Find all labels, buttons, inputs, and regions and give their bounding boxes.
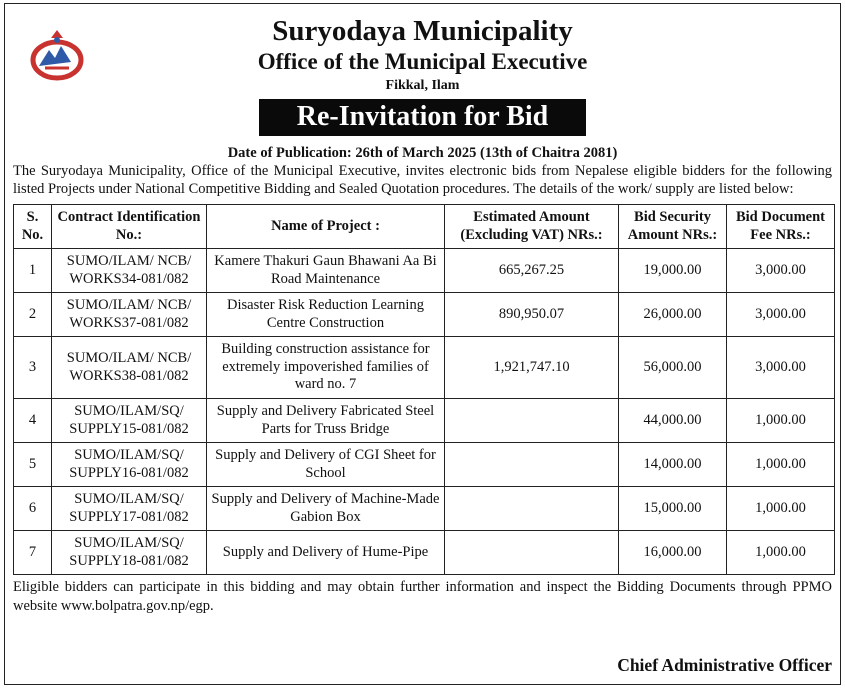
cell-document-fee: 3,000.00 xyxy=(727,293,835,337)
table-row xyxy=(14,443,835,487)
cell-estimated-amount xyxy=(445,487,619,531)
cell-bid-security: 14,000.00 xyxy=(619,443,727,487)
table-row xyxy=(14,249,835,293)
cell-project-name: Building construction assistance for extremely impoverished families of ward no. 7 xyxy=(207,337,445,399)
header-estimated-amount: Estimated Amount (Excluding VAT) NRs.: xyxy=(445,205,619,249)
office-name: Office of the Municipal Executive xyxy=(257,49,588,74)
cell-contract-id: SUMO/ILAM/SQ/ SUPPLY18-081/082 xyxy=(52,531,207,575)
table-row xyxy=(14,337,835,399)
intro-paragraph: The Suryodaya Municipality, Office of the Municipal Executive, invites electronic bids from Nepalese eligible bidders for the following listed Projects under National Competitive Bidding and Sealed Quotation procedures. The details of the work/ supply are listed below: xyxy=(13,163,832,197)
cell-contract-id: SUMO/ILAM/ NCB/ WORKS37-081/082 xyxy=(52,293,207,337)
cell-sno: 2 xyxy=(14,293,52,337)
cell-sno: 3 xyxy=(14,337,52,399)
header-bid-security: Bid Security Amount NRs.: xyxy=(619,205,727,249)
notice-header xyxy=(5,16,840,136)
cell-bid-security: 16,000.00 xyxy=(619,531,727,575)
cell-estimated-amount xyxy=(445,443,619,487)
cell-estimated-amount: 1,921,747.10 xyxy=(445,337,619,399)
bids-table xyxy=(13,204,835,575)
cell-document-fee: 1,000.00 xyxy=(727,443,835,487)
cell-document-fee: 1,000.00 xyxy=(727,531,835,575)
cell-estimated-amount: 890,950.07 xyxy=(445,293,619,337)
cell-bid-security: 15,000.00 xyxy=(619,487,727,531)
cell-contract-id: SUMO/ILAM/SQ/ SUPPLY16-081/082 xyxy=(52,443,207,487)
header-sno: S. No. xyxy=(14,205,52,249)
cell-bid-security: 44,000.00 xyxy=(619,399,727,443)
cell-contract-id: SUMO/ILAM/ NCB/ WORKS38-081/082 xyxy=(52,337,207,399)
cell-bid-security: 19,000.00 xyxy=(619,249,727,293)
table-row xyxy=(14,293,835,337)
cell-project-name: Disaster Risk Reduction Learning Centre Construction xyxy=(207,293,445,337)
office-location: Fikkal, Ilam xyxy=(385,78,460,93)
header-project-name: Name of Project : xyxy=(207,205,445,249)
cell-contract-id: SUMO/ILAM/ NCB/ WORKS34-081/082 xyxy=(52,249,207,293)
footer-note: Eligible bidders can participate in this bidding and may obtain further information and inspect the Bidding Documents through PPMO website www.bolpatra.gov.np/egp. xyxy=(13,579,832,614)
publication-date: Date of Publication: 26th of March 2025 (13th of Chaitra 2081) xyxy=(227,145,618,161)
cell-estimated-amount xyxy=(445,399,619,443)
cell-sno: 4 xyxy=(14,399,52,443)
cell-document-fee: 1,000.00 xyxy=(727,487,835,531)
cell-contract-id: SUMO/ILAM/SQ/ SUPPLY17-081/082 xyxy=(52,487,207,531)
cell-contract-id: SUMO/ILAM/SQ/ SUPPLY15-081/082 xyxy=(52,399,207,443)
municipality-name: Suryodaya Municipality xyxy=(272,15,573,47)
cell-project-name: Supply and Delivery Fabricated Steel Parts for Truss Bridge xyxy=(207,399,445,443)
signatory: Chief Administrative Officer xyxy=(617,655,832,675)
cell-sno: 6 xyxy=(14,487,52,531)
header-document-fee: Bid Document Fee NRs.: xyxy=(727,205,835,249)
table-row xyxy=(14,399,835,443)
table-row xyxy=(14,487,835,531)
table-row xyxy=(14,531,835,575)
cell-project-name: Supply and Delivery of CGI Sheet for School xyxy=(207,443,445,487)
cell-document-fee: 3,000.00 xyxy=(727,337,835,399)
cell-estimated-amount: 665,267.25 xyxy=(445,249,619,293)
cell-project-name: Supply and Delivery of Machine-Made Gabion Box xyxy=(207,487,445,531)
cell-document-fee: 1,000.00 xyxy=(727,399,835,443)
cell-estimated-amount xyxy=(445,531,619,575)
cell-sno: 7 xyxy=(14,531,52,575)
cell-project-name: Supply and Delivery of Hume-Pipe xyxy=(207,531,445,575)
notice-title: Re-Invitation for Bid xyxy=(259,99,587,136)
cell-document-fee: 3,000.00 xyxy=(727,249,835,293)
cell-project-name: Kamere Thakuri Gaun Bhawani Aa Bi Road Maintenance xyxy=(207,249,445,293)
nepal-emblem-icon xyxy=(25,26,89,82)
cell-bid-security: 56,000.00 xyxy=(619,337,727,399)
cell-sno: 1 xyxy=(14,249,52,293)
header-contract-id: Contract Identification No.: xyxy=(52,205,207,249)
notice-page xyxy=(4,3,841,685)
cell-bid-security: 26,000.00 xyxy=(619,293,727,337)
cell-sno: 5 xyxy=(14,443,52,487)
table-header-row xyxy=(14,205,835,249)
